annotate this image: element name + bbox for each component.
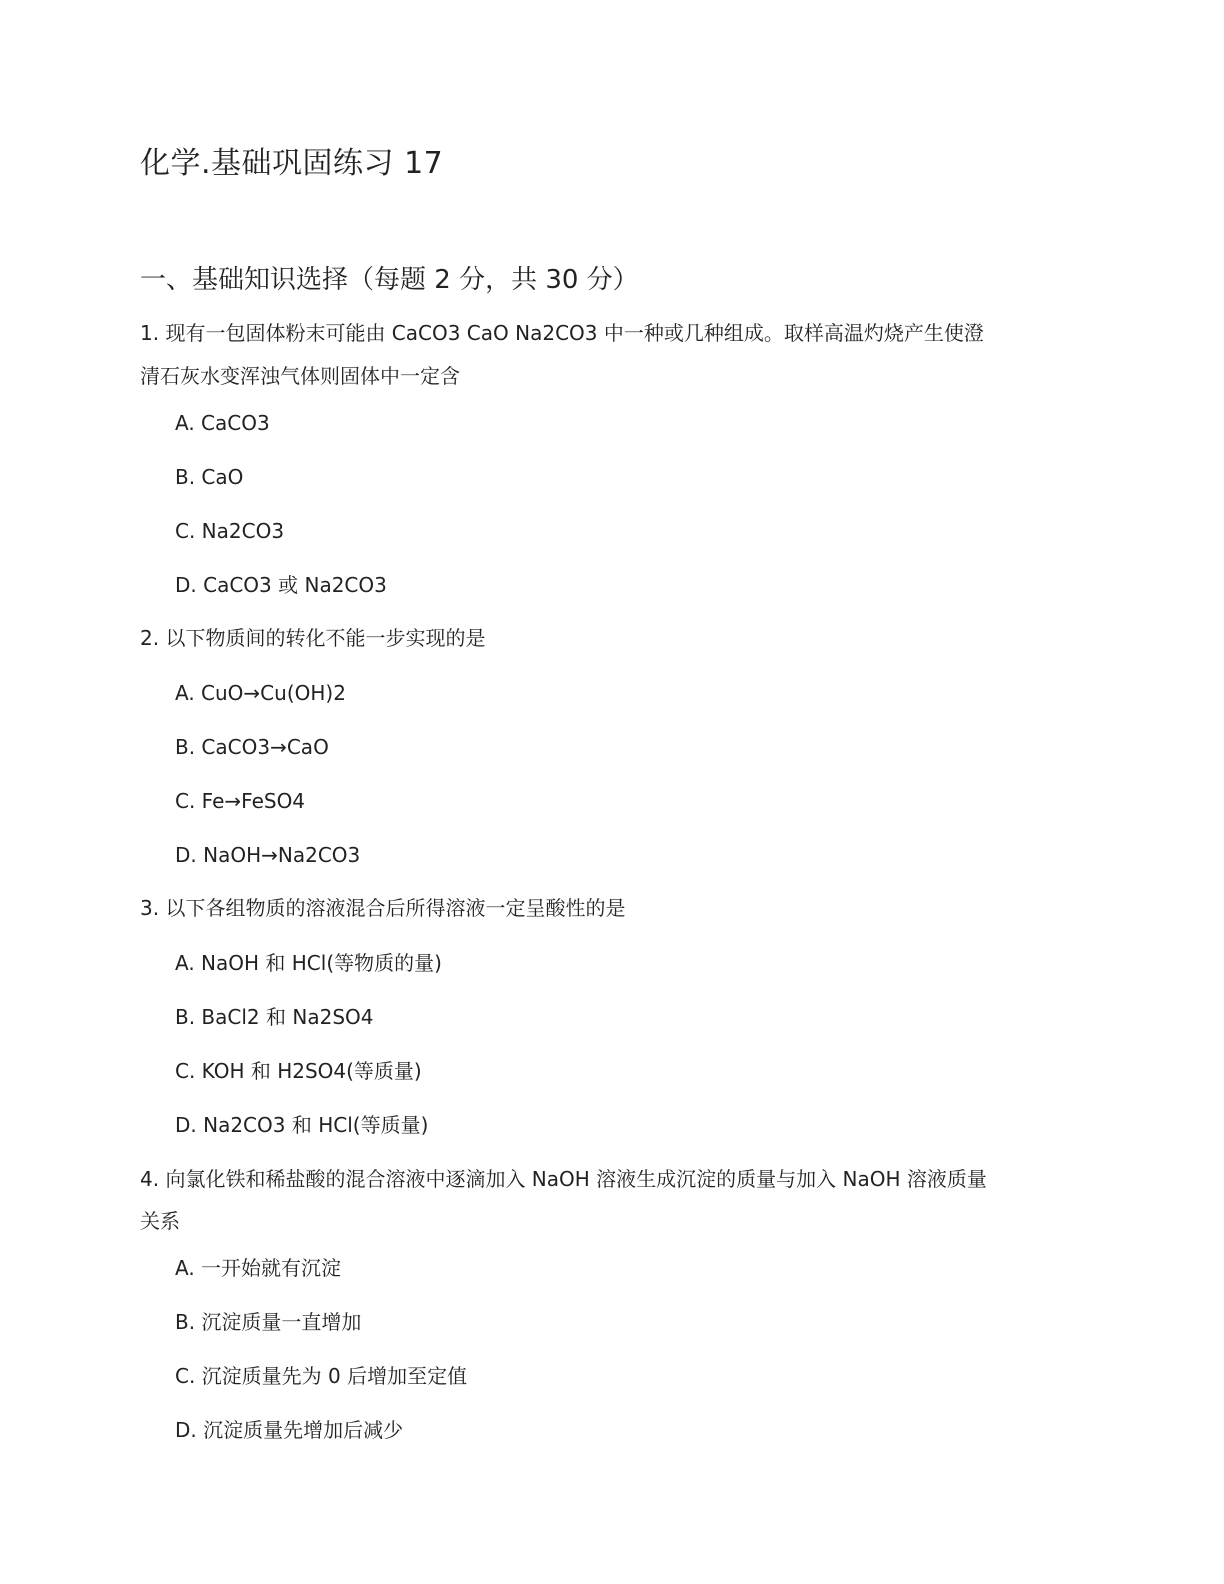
question-4-stem-line2: 关系	[140, 1209, 180, 1233]
question-2-option-b: B. CaCO3→CaO	[175, 735, 329, 759]
question-3-option-d: D. Na2CO3 和 HCl(等质量)	[175, 1113, 429, 1137]
question-1-option-b: B. CaO	[175, 465, 244, 489]
question-1-option-d: D. CaCO3 或 Na2CO3	[175, 573, 387, 597]
question-1-option-c: C. Na2CO3	[175, 519, 285, 543]
question-3-stem-line1: 3. 以下各组物质的溶液混合后所得溶液一定呈酸性的是	[140, 896, 626, 920]
question-4-option-c: C. 沉淀质量先为 0 后增加至定值	[175, 1364, 468, 1388]
question-1-stem-line1: 1. 现有一包固体粉末可能由 CaCO3 CaO Na2CO3 中一种或几种组成。取样高温灼烧产生使澄	[140, 321, 984, 345]
question-2-stem-line1: 2. 以下物质间的转化不能一步实现的是	[140, 626, 486, 650]
question-4-option-d: D. 沉淀质量先增加后减少	[175, 1418, 404, 1442]
section-title: 一、基础知识选择（每题 2 分，共 30 分）	[140, 265, 639, 295]
question-3-option-b: B. BaCl2 和 Na2SO4	[175, 1005, 374, 1029]
question-4-stem-line1: 4. 向氯化铁和稀盐酸的混合溶液中逐滴加入 NaOH 溶液生成沉淀的质量与加入 NaOH 溶液质量	[140, 1167, 987, 1191]
question-4-option-b: B. 沉淀质量一直增加	[175, 1310, 362, 1334]
question-4-option-a: A. 一开始就有沉淀	[175, 1256, 342, 1280]
question-2-option-d: D. NaOH→Na2CO3	[175, 843, 361, 867]
question-3-option-c: C. KOH 和 H2SO4(等质量)	[175, 1059, 422, 1083]
question-1-stem-line2: 清石灰水变浑浊气体则固体中一定含	[140, 364, 460, 388]
question-3-option-a: A. NaOH 和 HCl(等物质的量)	[175, 951, 442, 975]
document-title: 化学.基础巩固练习 17	[140, 146, 444, 181]
question-1-option-a: A. CaCO3	[175, 411, 270, 435]
question-2-option-a: A. CuO→Cu(OH)2	[175, 681, 346, 705]
question-2-option-c: C. Fe→FeSO4	[175, 789, 306, 813]
